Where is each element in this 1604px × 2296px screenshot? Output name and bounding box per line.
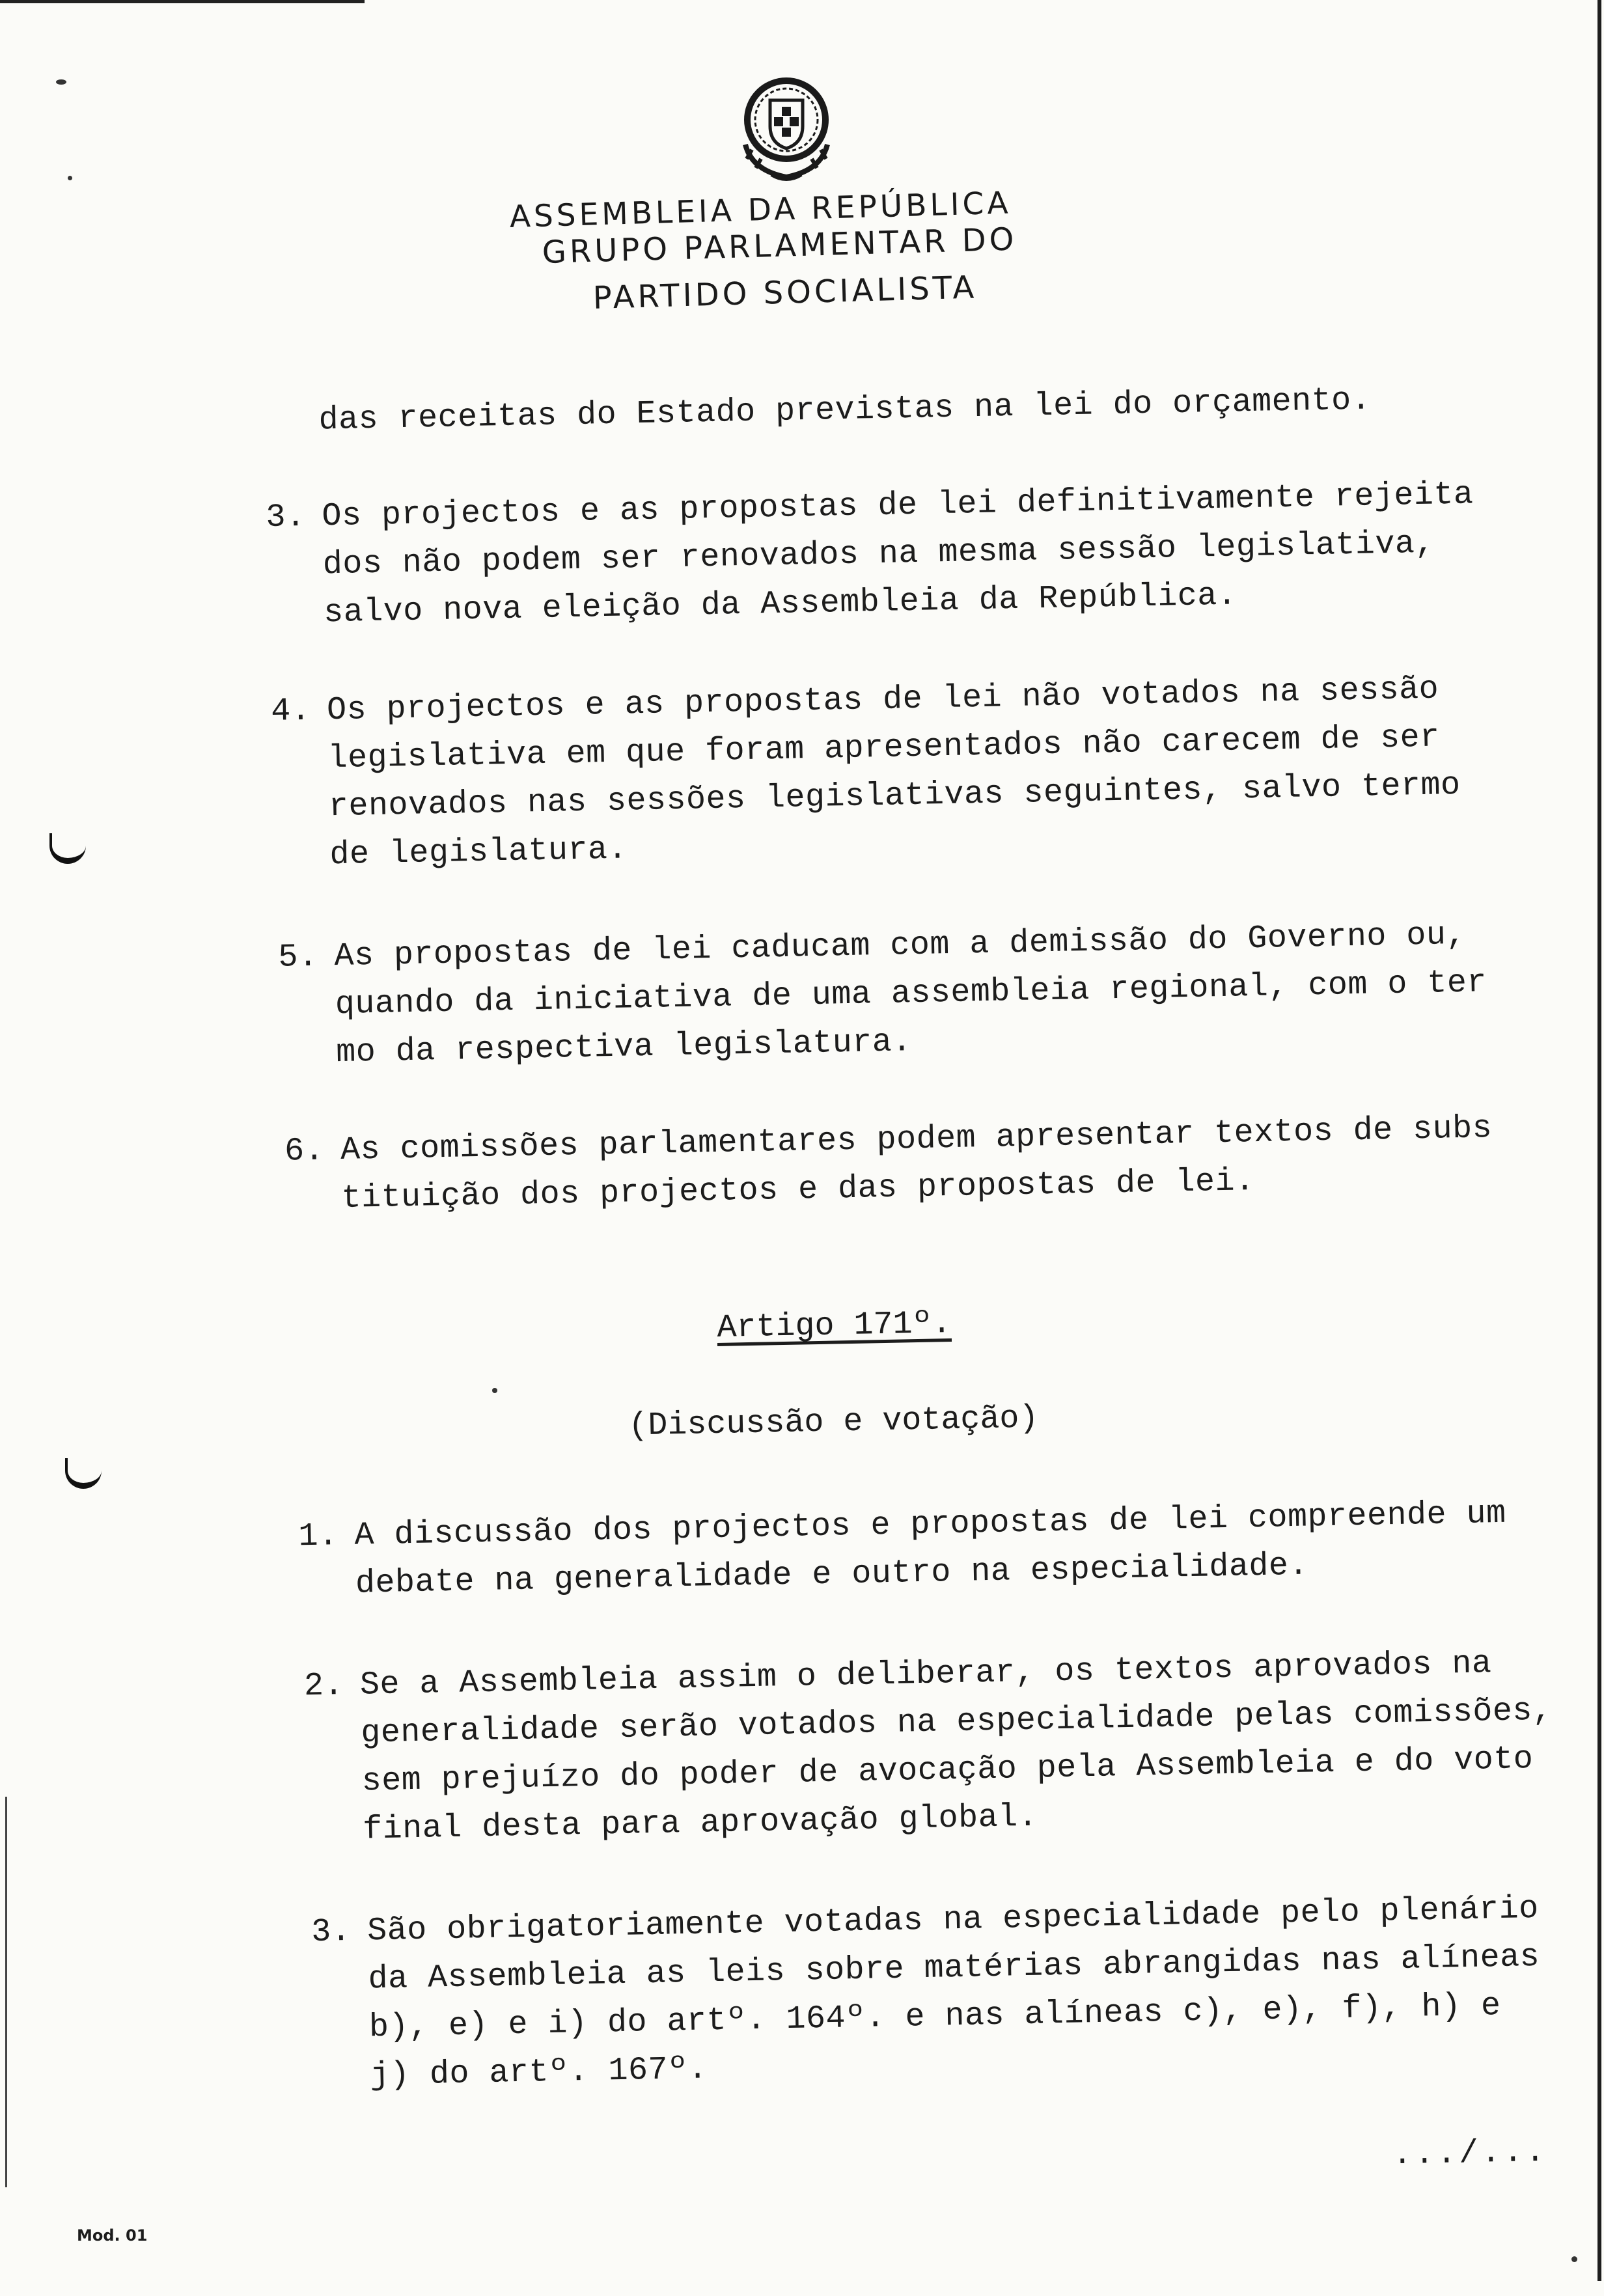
body-line: da Assembleia as leis sobre matérias abrangidas nas alíneas [368,1938,1540,1999]
header-party-name: PARTIDO SOCIALISTA [592,269,978,316]
header-assembly-name: ASSEMBLEIA DA REPÚBLICA [509,185,1012,235]
list-item-art170-3 [265,471,1476,637]
body-line: As propostas de lei caducam com a demissão do Governo ou, [333,916,1467,976]
body-line: dos não podem ser renovados na mesma sessão legislativa, [322,525,1435,584]
body-line: A discussão dos projectos e propostas de lei compreende um [353,1495,1507,1555]
item-number: 3. [265,498,307,537]
body-line: debate na generalidade e outro na especialidade. [355,1547,1309,1603]
item-number: 5. [277,938,319,976]
body-line: legislativa em que foram apresentados não carecem de ser [327,719,1441,778]
body-line: Os projectos e as propostas de lei definitivamente rejeita [321,476,1474,536]
body-line: quando da iniciativa de uma assembleia regional, com o ter [335,964,1487,1024]
list-item-art170-6 [284,1105,1493,1223]
article-heading: Artigo 171º. [716,1305,952,1347]
continuation-line [318,376,1372,445]
list-item-art170-4 [270,665,1461,879]
list-item-art170-5 [277,911,1488,1077]
body-line: das receitas do Estado previstas na lei do orçamento. [318,381,1372,439]
body-line: As comissões parlamentares podem apresentar textos de subs [340,1110,1493,1170]
body-line: sem prejuízo do poder de avocação pela Assembleia e do voto [361,1741,1534,1801]
body-line: final desta para aprovação global. [362,1798,1038,1849]
body-line: Se a Assembleia assim o deliberar, os textos aprovados na [359,1645,1492,1704]
body-line: São obrigatoriamente votadas na especialidade pelo plenário [366,1890,1540,1950]
body-line: mo da respectiva legislatura. [335,1023,913,1072]
item-number: 1. [298,1517,339,1556]
body-line: tituição dos projectos e das propostas de lei. [341,1163,1256,1217]
body-line: Os projectos e as propostas de lei não votados na sessão [326,671,1439,730]
body-line: j) do artº. 167º. [369,2051,708,2095]
item-number: 6. [284,1132,325,1170]
article-subheading: (Discussão e votação) [628,1400,1039,1445]
body-line: salvo nova eleição da Assembleia da República. [323,577,1238,632]
form-code: Mod. 01 [77,2226,148,2245]
page-continuation-mark: .../... [1392,2133,1548,2174]
list-item-art171-1 [298,1490,1508,1609]
header-group-name: GRUPO PARLAMENTAR DO [542,221,1018,271]
scan-edge-top [0,0,365,3]
list-item-art171-3 [311,1885,1542,2100]
body-line: de legislatura. [329,831,628,874]
list-item-art171-2 [303,1639,1555,1854]
body-line: b), e) e i) do artº. 164º. e nas alíneas c), e), f), h) e [368,1987,1502,2047]
body-line: generalidade serão votados na especialidade pelas comissões, [360,1692,1553,1752]
scan-edge-left [5,1797,7,2187]
item-number: 4. [270,692,311,730]
body-line: renovados nas sessões legislativas seguintes, salvo termo [328,766,1461,826]
item-number: 2. [303,1667,344,1706]
item-number: 3. [311,1913,352,1952]
